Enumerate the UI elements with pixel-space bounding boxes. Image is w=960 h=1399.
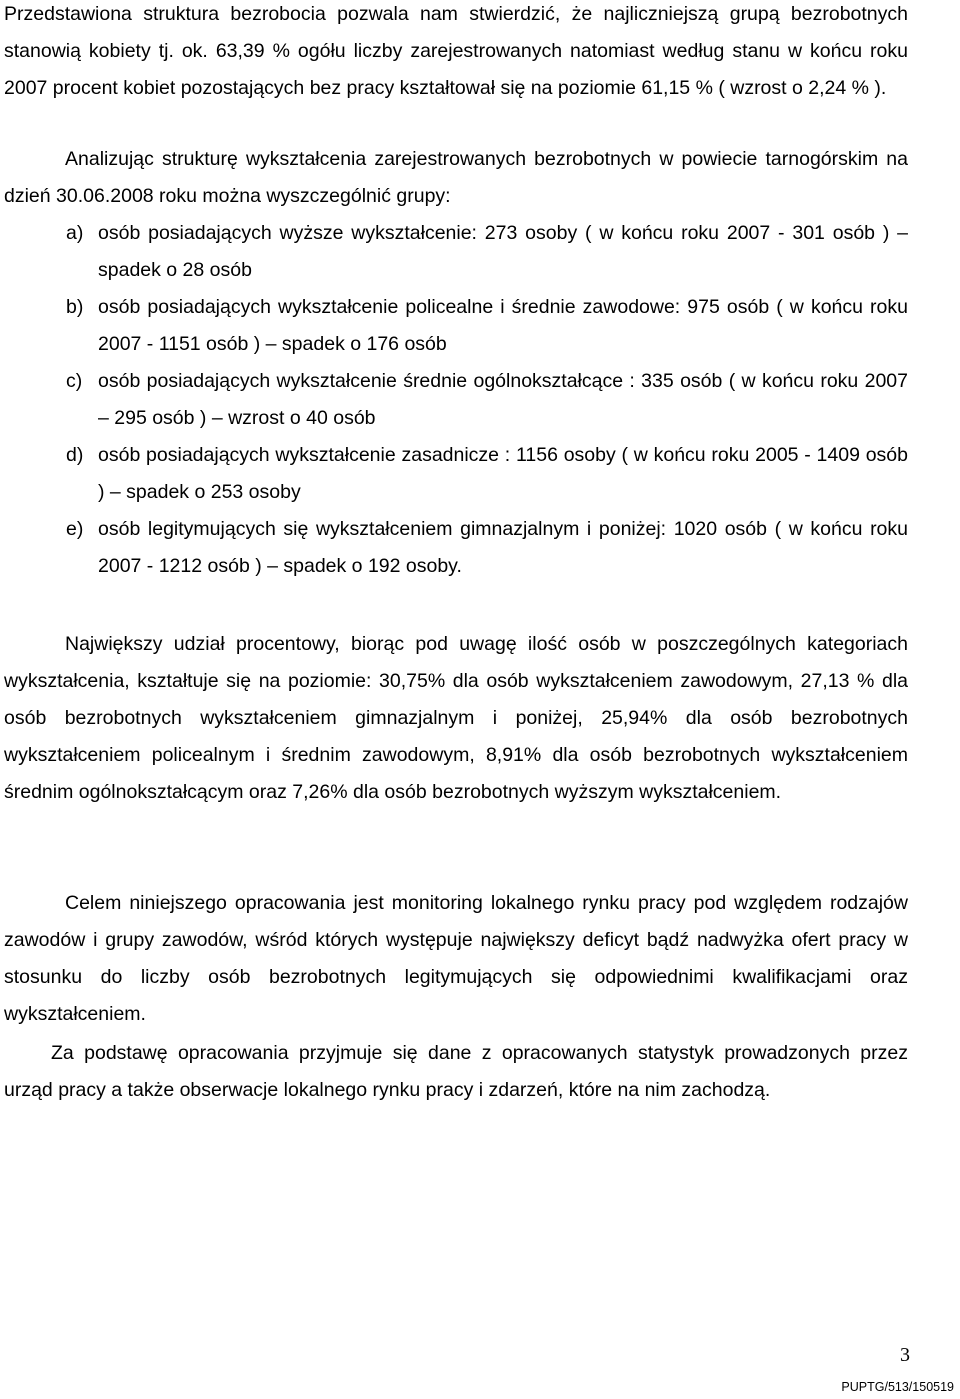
list-item-text: osób legitymujących się wykształceniem gimnazjalnym i poniżej: 1020 osób ( w końcu roku 2007 - 1212 osób ) – spadek o 192 osoby. [98,518,908,577]
paragraph-study-basis: Za podstawę opracowania przyjmuje się dane z opracowanych statystyk prowadzonych przez urząd pracy a także obserwacje lokalnego rynku pracy i zdarzeń, które na nim zachodzą. [4,1042,908,1101]
list-item-text: osób posiadających wykształcenie policealne i średnie zawodowe: 975 osób ( w końcu roku 2007 - 1151 osób ) – spadek o 176 osób [98,296,908,355]
page-number: 3 [900,1344,910,1366]
list-marker: a) [66,222,84,244]
paragraph-education-intro: Analizując strukturę wykształcenia zarejestrowanych bezrobotnych w powiecie tarnogórskim na dzień 30.06.2008 roku można wyszczególnić grupy: [4,148,908,207]
paragraph-study-purpose: Celem niniejszego opracowania jest monitoring lokalnego rynku pracy pod względem rodzajów zawodów i grupy zawodów, wśród których występuje największy deficyt bądź nadwyżka ofert pracy w stosunku do liczby osób bezrobotnych legitymujących się odpowiednimi kwalifikacjami oraz wykształceniem. [4,892,908,1025]
list-marker: c) [66,370,83,392]
list-marker: b) [66,296,84,318]
list-item-text: osób posiadających wykształcenie zasadnicze : 1156 osoby ( w końcu roku 2005 - 1409 osób ) – spadek o 253 osoby [98,444,908,503]
list-marker: e) [66,518,84,540]
paragraph-percentage-share: Największy udział procentowy, biorąc pod uwagę ilość osób w poszczególnych kategoriach wykształcenia, kształtuje się na poziomie: 30,75% dla osób wykształceniem zawodowym, 27,13 % dla osób bezrobotnych wykształceniem gimnazjalnym i poniżej, 25,94% dla osób bezrobotnych wykształceniem policealnym i średnim zawodowym, 8,91% dla osób bezrobotnych wykształceniem średnim ogólnokształcącym oraz 7,26% dla osób bezrobotnych wyższym wykształceniem. [4,633,908,803]
list-item [66,511,908,585]
list-item [66,363,908,437]
list-item [66,289,908,363]
list-item-text: osób posiadających wykształcenie średnie ogólnokształcące : 335 osób ( w końcu roku 2007 – 295 osób ) – wzrost o 40 osób [98,370,908,429]
list-item [66,437,908,511]
paragraph-women-unemployment: Przedstawiona struktura bezrobocia pozwala nam stwierdzić, że najliczniejszą grupą bezrobotnych stanowią kobiety tj. ok. 63,39 % ogółu liczby zarejestrowanych natomiast według stanu w końcu roku 2007 procent kobiet pozostających bez pracy kształtował się na poziomie 61,15 % ( wzrost o 2,24 % ). [4,3,908,99]
list-marker: d) [66,444,84,466]
list-item [66,215,908,289]
document-code: PUPTG/513/150519 [841,1380,954,1394]
education-groups-list [66,215,908,585]
list-item-text: osób posiadających wyższe wykształcenie: 273 osoby ( w końcu roku 2007 - 301 osób ) – spadek o 28 osób [98,222,908,281]
